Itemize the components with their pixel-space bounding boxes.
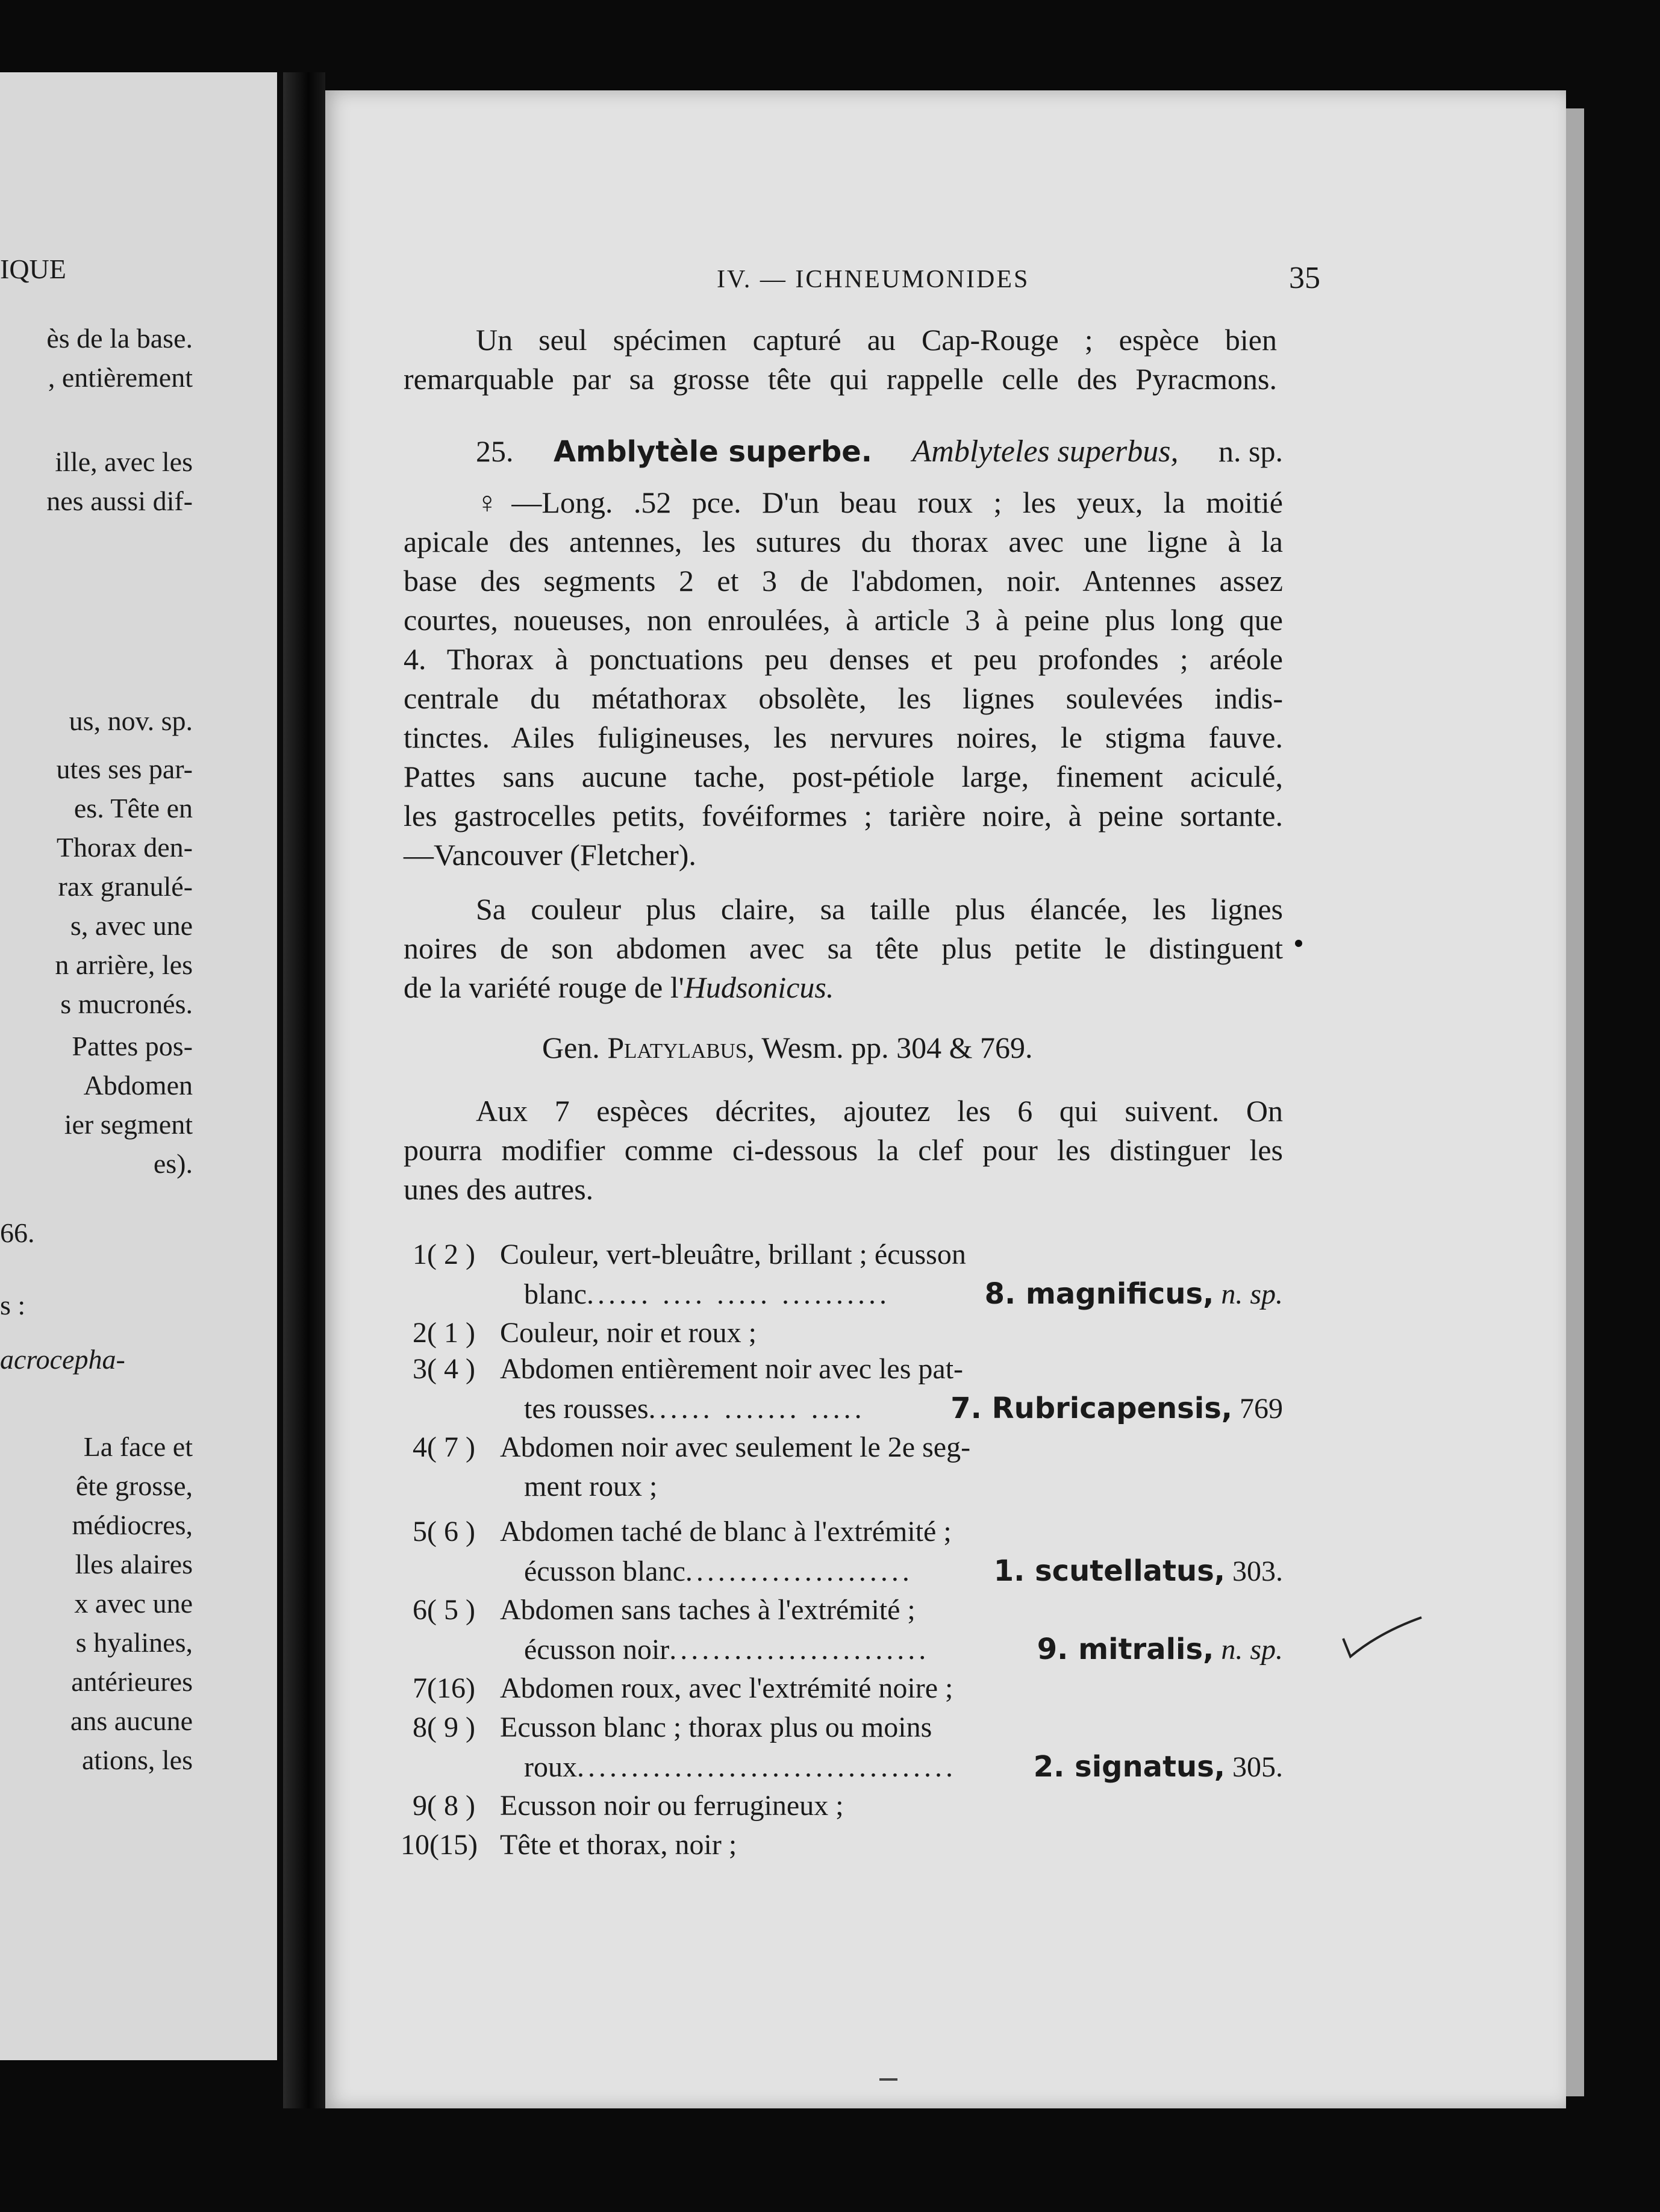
key-entry-line: écusson noir ........................ 9. mitralis, n. sp. [524, 1632, 1283, 1666]
left-page-line: lles alaires [75, 1549, 193, 1579]
left-page-line: rax granulé- [58, 871, 193, 902]
description-line: base des segments 2 et 3 de l'abdomen, noir. Antennes assez [404, 564, 1283, 598]
description-line: courtes, noueuses, non enroulées, à article 3 à peine plus long que [404, 603, 1283, 637]
left-page-line: s, avec une [70, 910, 193, 941]
description-line: —Vancouver (Fletcher). [404, 838, 696, 872]
left-page-line: , entièrement [48, 362, 193, 393]
intro-line: Un seul spécimen capturé au Cap-Rouge ; espèce bien [476, 323, 1277, 357]
species-suffix: n. sp. [1218, 434, 1283, 468]
left-page-line: ier segment [64, 1109, 193, 1140]
description-line: les gastrocelles petits, fovéiformes ; tarière noire, à peine sortante. [404, 799, 1283, 833]
stray-mark [879, 2078, 897, 2081]
comparison-line: de la variété rouge de l'Hudsonicus. [404, 970, 834, 1004]
left-page-line: s hyalines, [75, 1627, 193, 1658]
left-page-line: us, nov. sp. [69, 705, 193, 736]
key-text: Abdomen taché de blanc à l'extrémité ; [500, 1516, 952, 1548]
comparison-line: Sa couleur plus claire, sa taille plus élancée, les lignes [476, 892, 1283, 926]
species-name: 8. magnificus, [984, 1277, 1214, 1311]
left-page-line: ans aucune [70, 1705, 193, 1736]
key-text: Couleur, noir et roux ; [500, 1317, 757, 1349]
species-heading [476, 434, 1283, 469]
key-number: 9( 8 ) [413, 1790, 475, 1822]
comparison-line: noires de son abdomen avec sa tête plus petite le distinguent [404, 931, 1283, 965]
species-latin-name: Amblyteles superbus, [912, 434, 1179, 469]
species-number: 25. [476, 434, 514, 468]
left-page-line: x avec une [74, 1588, 193, 1619]
intro-line: remarquable par sa grosse tête qui rappelle celle des Pyracmons. [404, 362, 1277, 396]
key-number: 8( 9 ) [413, 1711, 475, 1743]
left-page-line: es). [153, 1148, 193, 1179]
key-number: 5( 6 ) [413, 1516, 475, 1548]
page-edge [1566, 108, 1584, 2096]
description-line: tinctes. Ailes fuligineuses, les nervures noires, le stigma fauve. [404, 720, 1283, 754]
book-gutter [283, 72, 325, 2108]
key-number: 1( 2 ) [413, 1239, 475, 1270]
left-page-line: s : [0, 1290, 26, 1320]
key-text: ment roux ; [524, 1470, 658, 1502]
key-number: 2( 1 ) [413, 1317, 475, 1349]
left-page-line: ations, les [82, 1745, 193, 1775]
description-line: ♀—Long. .52 pce. D'un beau roux ; les yeux, la moitié [476, 486, 1283, 519]
description-line: 4. Thorax à ponctuations peu denses et peu profondes ; aréole [404, 642, 1283, 676]
left-page-line: Pattes pos- [72, 1031, 193, 1061]
key-text: Abdomen roux, avec l'extrémité noire ; [500, 1672, 953, 1704]
key-entry-line: écusson blanc ..................... 1. scutellatus, 303. [524, 1554, 1283, 1588]
left-page-line: ille, avec les [55, 446, 193, 477]
key-text: Couleur, vert-bleuâtre, brillant ; écusson [500, 1239, 966, 1270]
key-number: 3( 4 ) [413, 1353, 475, 1385]
left-page-line: es. Tête en [73, 793, 193, 823]
left-page-header: IQUE [0, 254, 66, 284]
species-name: 9. mitralis, [1037, 1632, 1214, 1666]
left-page-line: ès de la base. [46, 323, 193, 354]
key-number: 4( 7 ) [413, 1431, 475, 1463]
key-number: 10(15) [401, 1829, 478, 1861]
key-number: 7(16) [413, 1672, 475, 1704]
key-text: Ecusson noir ou ferrugineux ; [500, 1790, 844, 1822]
running-header: IV. — ICHNEUMONIDES [717, 266, 1030, 293]
key-text: Abdomen noir avec seulement le 2e seg- [500, 1431, 971, 1463]
ink-dot [1295, 940, 1302, 947]
main-page [325, 90, 1566, 2108]
left-page-line: La face et [83, 1431, 193, 1462]
left-page-line: nes aussi dif- [46, 486, 193, 516]
description-line: centrale du métathorax obsolète, les lignes soulevées indis- [404, 681, 1283, 715]
left-page-line: n arrière, les [55, 949, 193, 980]
key-text: Abdomen sans taches à l'extrémité ; [500, 1594, 916, 1626]
left-page-line: Thorax den- [56, 832, 193, 863]
species-name: 2. signatus, [1033, 1750, 1225, 1784]
left-page-line: antérieures [71, 1666, 193, 1697]
genus-heading: Gen. Platylabus, Wesm. pp. 304 & 769. [542, 1031, 1033, 1064]
species-name: 7. Rubricapensis, [950, 1392, 1232, 1425]
key-entry-line: roux ................................... 2. signatus, 305. [524, 1750, 1283, 1784]
key-entry-line: tes rousses ...... ....... ..... 7. Rubricapensis, 769 [524, 1392, 1283, 1425]
key-text: Tête et thorax, noir ; [500, 1829, 737, 1861]
description-line: Pattes sans aucune tache, post-pétiole large, finement aciculé, [404, 760, 1283, 793]
page-number: 35 [1289, 261, 1320, 295]
checkmark-icon [1337, 1614, 1428, 1663]
species-name: 1. scutellatus, [993, 1554, 1225, 1588]
key-text: Ecusson blanc ; thorax plus ou moins [500, 1711, 932, 1743]
description-line: apicale des antennes, les sutures du thorax avec une ligne à la [404, 525, 1283, 558]
left-page-line: utes ses par- [56, 754, 193, 784]
key-text: Abdomen entièrement noir avec les pat- [500, 1353, 964, 1385]
key-number: 6( 5 ) [413, 1594, 475, 1626]
left-facing-page [0, 72, 277, 2060]
left-page-line: ête grosse, [75, 1470, 193, 1501]
key-intro-line: unes des autres. [404, 1172, 594, 1206]
key-entry-line: blanc ...... .... ..... .......... 8. magnificus, n. sp. [524, 1277, 1283, 1311]
left-page-line: Abdomen [83, 1070, 193, 1101]
left-page-line: acrocepha- [0, 1344, 125, 1375]
species-common-name: Amblytèle superbe. [554, 435, 872, 469]
left-page-line: 66. [0, 1217, 35, 1248]
left-page-line: médiocres, [72, 1510, 193, 1540]
key-intro-line: pourra modifier comme ci-dessous la clef pour les distinguer les [404, 1133, 1283, 1167]
key-intro-line: Aux 7 espèces décrites, ajoutez les 6 qui suivent. On [476, 1094, 1283, 1128]
left-page-line: s mucronés. [60, 989, 193, 1019]
